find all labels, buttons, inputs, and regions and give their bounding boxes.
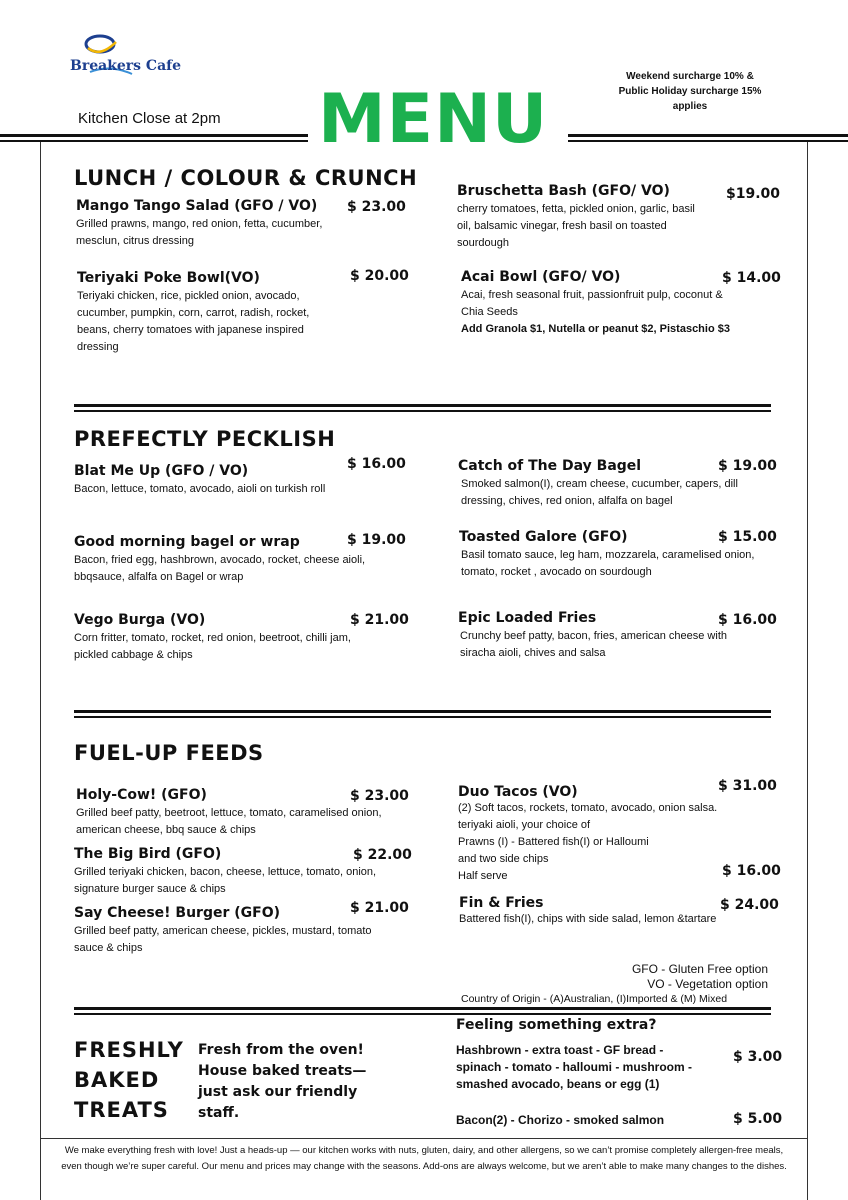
menu-item [74, 846, 384, 898]
fresh-title-line: FRESHLY [74, 1038, 184, 1062]
legend-origin: Country of Origin - (A)Australian, (I)Imported & (M) Mixed [461, 993, 728, 1005]
half-serve-price: $ 16.00 [722, 863, 781, 879]
item-price: $ 19.00 [347, 532, 406, 548]
item-name: Mango Tango Salad (GFO / VO) [76, 198, 318, 214]
item-name: Toasted Galore (GFO) [459, 529, 628, 545]
surcharge-line-1: Weekend surcharge 10% & [626, 71, 754, 82]
item-name: Blat Me Up (GFO / VO) [74, 463, 249, 479]
menu-item [74, 905, 384, 957]
extras-line-2: Bacon(2) - Chorizo - smoked salmon [456, 1113, 665, 1127]
item-price: $ 16.00 [718, 612, 777, 628]
border-right [807, 142, 808, 1200]
item-desc: Grilled beef patty, beetroot, lettuce, tomato, caramelised onion, american cheese, bbq sauce & chips [76, 807, 382, 836]
item-desc: Basil tomato sauce, leg ham, mozzarela, caramelised onion, tomato, rocket , avocado on sourdough [461, 549, 755, 578]
item-price: $ 14.00 [722, 270, 781, 286]
item-name: Teriyaki Poke Bowl(VO) [77, 270, 260, 286]
legend [632, 962, 768, 992]
item-price: $ 21.00 [350, 900, 409, 916]
menu-item [457, 183, 702, 252]
menu-item [458, 610, 758, 662]
half-serve-label: Half serve [458, 870, 508, 882]
item-price: $ 23.00 [350, 788, 409, 804]
item-name: Duo Tacos (VO) [458, 784, 578, 800]
desc-line: and two side chips [458, 853, 549, 865]
section-divider-thin [74, 1013, 771, 1015]
fresh-treats-title [74, 1035, 184, 1125]
extras-price-2: $ 5.00 [733, 1111, 783, 1127]
menu-item [76, 198, 356, 250]
item-name: Good morning bagel or wrap [74, 534, 300, 550]
item-name: The Big Bird (GFO) [74, 846, 222, 862]
item-name: Bruschetta Bash (GFO/ VO) [457, 183, 670, 199]
item-price: $ 16.00 [347, 456, 406, 472]
surcharge-line-2: Public Holiday surcharge 15% applies [618, 86, 762, 112]
surcharge-note [600, 69, 780, 114]
section-divider [74, 710, 771, 713]
item-desc: Corn fritter, tomato, rocket, red onion, beetroot, chilli jam, pickled cabbage & chips [74, 632, 351, 661]
item-price: $ 20.00 [350, 268, 409, 284]
header-rule-right [568, 134, 848, 137]
allergen-footer: We make everything fresh with love! Just a heads-up — our kitchen works with nuts, gluten, dairy, and other allergens, so we can’t promise completely allergen-free meals, even though we’re super careful. Our menu and prices may change with the seasons. Add-ons are always welcome, but we aren’t able to make many changes to the dishes. [61, 1145, 787, 1172]
item-desc: Teriyaki chicken, rice, pickled onion, avocado, cucumber, pumpkin, corn, carrot, radish, rocket, beans, cherry tomatoes with japanese inspired dressing [77, 290, 310, 353]
menu-item [74, 534, 369, 586]
item-price: $ 19.00 [718, 458, 777, 474]
item-desc: cherry tomatoes, fetta, pickled onion, garlic, basil oil, balsamic vinegar, fresh basil on toasted sourdough [457, 203, 695, 249]
item-price: $ 15.00 [718, 529, 777, 545]
menu-item [77, 270, 342, 356]
extras-price-1: $ 3.00 [733, 1049, 783, 1065]
section-title-fuel: FUEL-UP FEEDS [74, 741, 264, 765]
item-desc: Grilled beef patty, american cheese, pickles, mustard, tomato sauce & chips [74, 925, 372, 954]
header-rule-right-thin [568, 140, 848, 142]
menu-title: MENU [318, 80, 549, 159]
item-name: Catch of The Day Bagel [458, 458, 642, 474]
item-name: Say Cheese! Burger (GFO) [74, 905, 281, 921]
section-divider [74, 1007, 771, 1010]
item-desc: Grilled teriyaki chicken, bacon, cheese, lettuce, tomato, onion, signature burger sauce & chips [74, 866, 377, 895]
fresh-title-line: TREATS [74, 1098, 169, 1122]
footer-rule [40, 1138, 808, 1139]
item-price: $ 31.00 [718, 778, 777, 794]
item-price: $ 24.00 [720, 897, 779, 913]
fresh-title-line: BAKED [74, 1068, 160, 1092]
logo-text: Breakers Cafe [70, 58, 182, 74]
menu-item [459, 529, 759, 581]
item-desc: Bacon, fried egg, hashbrown, avocado, rocket, cheese aioli, bbqsauce, alfalfa on Bagel or wrap [74, 554, 366, 583]
item-desc: Battered fish(I), chips with side salad, lemon &tartare [459, 913, 717, 925]
item-desc: Crunchy beef patty, bacon, fries, american cheese with siracha aioli, chives and salsa [460, 630, 727, 659]
legend-vo: VO - Vegetation option [647, 977, 768, 991]
item-addons: Add Granola $1, Nutella or peanut $2, Pistaschio $3 [461, 323, 730, 335]
section-divider [74, 404, 771, 407]
fresh-treats-desc: Fresh from the oven! House baked treats—just ask our friendly staff. [198, 1042, 367, 1121]
item-name: Fin & Fries [459, 895, 544, 911]
border-left [40, 142, 41, 1200]
item-desc: Bacon, lettuce, tomato, avocado, aioli on turkish roll [74, 483, 326, 495]
header-rule-left-thin [0, 140, 308, 142]
section-divider-thin [74, 410, 771, 412]
item-desc: Acai, fresh seasonal fruit, passionfruit pulp, coconut & Chia Seeds [461, 289, 723, 318]
menu-item [461, 269, 761, 337]
legend-gfo: GFO - Gluten Free option [631, 962, 768, 976]
extras-title: Feeling something extra? [456, 1017, 657, 1033]
item-name: Epic Loaded Fries [458, 610, 597, 626]
header-rule-left [0, 134, 308, 137]
section-title-lunch: LUNCH / COLOUR & CRUNCH [74, 166, 418, 190]
desc-line: (2) Soft tacos, rockets, tomato, avocado, onion salsa. [458, 802, 718, 814]
item-name: Holy-Cow! (GFO) [76, 787, 207, 803]
section-divider-thin [74, 716, 771, 718]
kitchen-close-note: Kitchen Close at 2pm [78, 110, 221, 127]
item-name: Acai Bowl (GFO/ VO) [461, 269, 621, 285]
item-price: $ 22.00 [353, 847, 412, 863]
item-price: $ 23.00 [347, 199, 406, 215]
item-desc: Grilled prawns, mango, red onion, fetta, cucumber, mesclun, citrus dressing [76, 218, 323, 247]
menu-item [74, 612, 369, 664]
item-price: $ 21.00 [350, 612, 409, 628]
item-name: Vego Burga (VO) [74, 612, 206, 628]
desc-line: Prawns (I) - Battered fish(I) or Halloumi [458, 836, 649, 848]
desc-line: teriyaki aioli, your choice of [458, 819, 591, 831]
section-title-pecklish: PREFECTLY PECKLISH [74, 427, 336, 451]
menu-item [74, 463, 374, 498]
item-desc: Smoked salmon(I), cream cheese, cucumber, capers, dill dressing, chives, red onion, alfalfa on bagel [461, 478, 738, 507]
item-price: $19.00 [726, 186, 781, 202]
extras-line-1: Hashbrown - extra toast - GF bread - spinach - tomato - halloumi - mushroom -smashed avocado, beans or egg (1) [456, 1043, 693, 1091]
